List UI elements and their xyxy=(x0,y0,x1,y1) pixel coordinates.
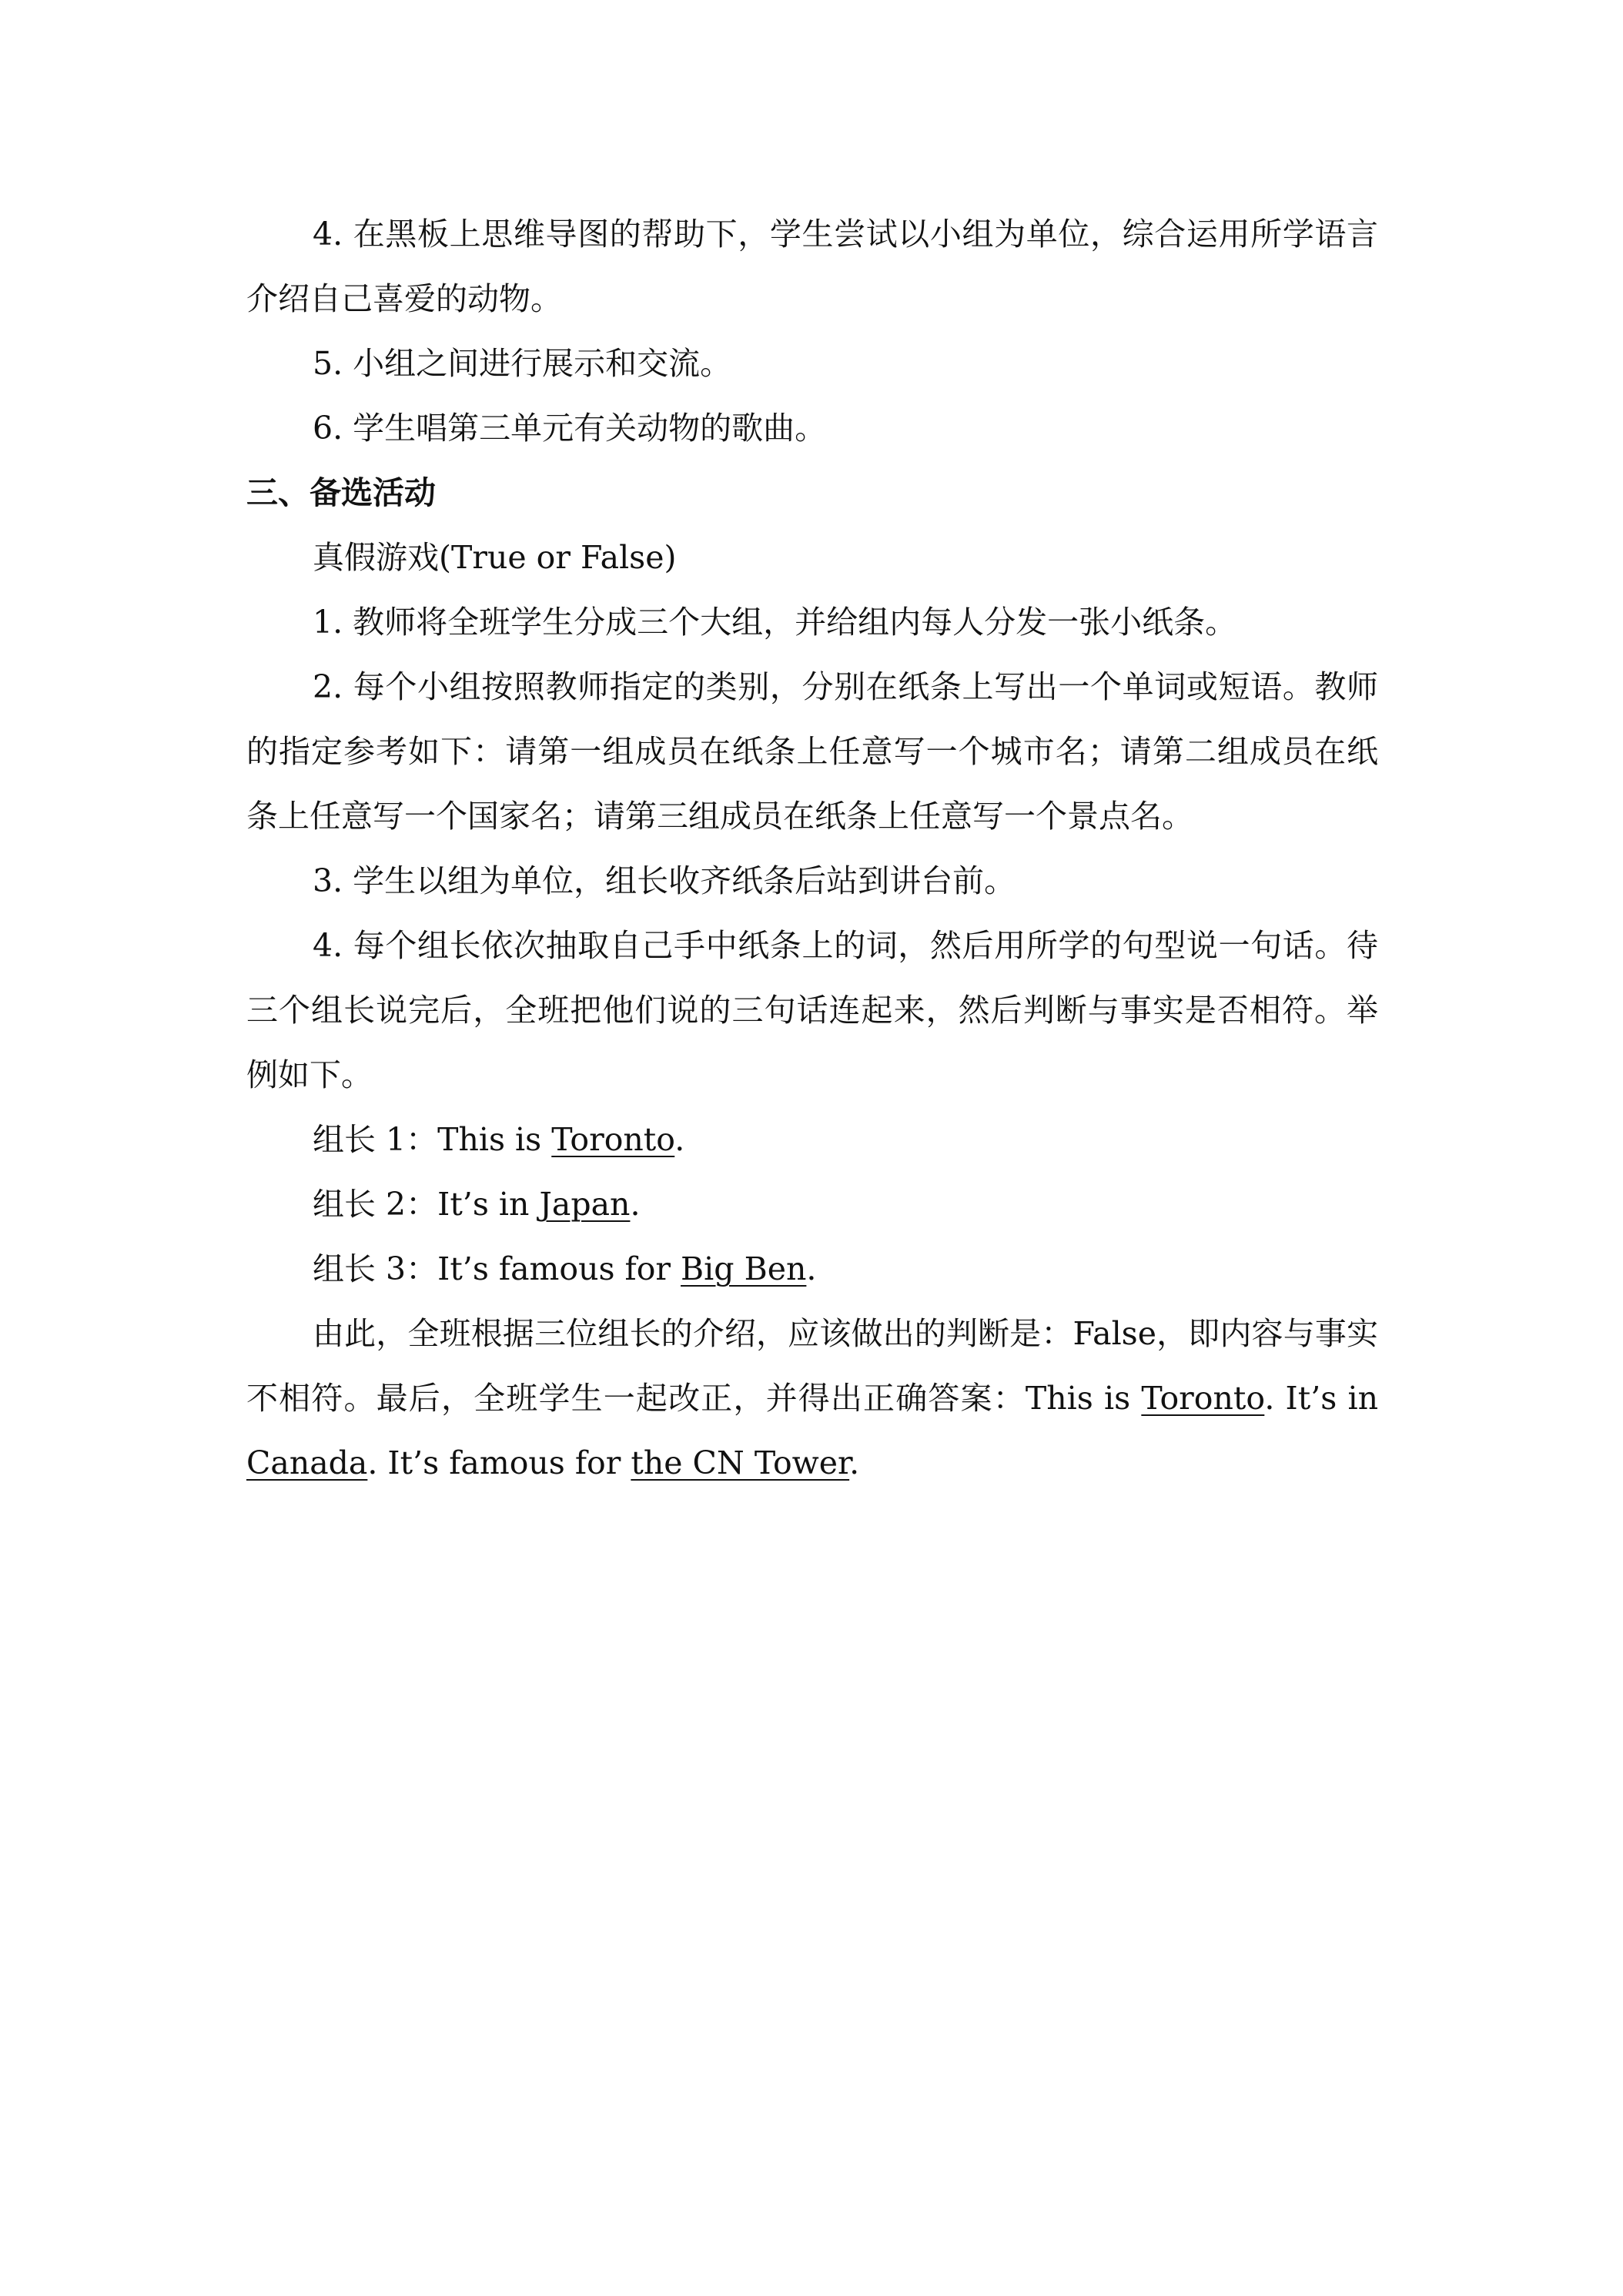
activity-step-2: 2. 每个小组按照教师指定的类别，分别在纸条上写出一个单词或短语。教师的指定参考如下：请第一组成员在纸条上任意写一个城市名；请第二组成员在纸条上任意写一个国家名；请第三组成员在纸条上任意写一个景点名。 xyxy=(246,668,1378,835)
example-leader-1-suffix: . xyxy=(674,1121,685,1158)
paragraph-step-5-presentation: 5. 小组之间进行展示和交流。 xyxy=(313,345,732,382)
conclusion-text-4: . xyxy=(849,1444,860,1481)
paragraph-step-4-mindmap: 4. 在黑板上思维导图的帮助下，学生尝试以小组为单位，综合运用所学语言介绍自己喜爱的动物。 xyxy=(246,216,1378,317)
conclusion-city-underlined: Toronto xyxy=(1141,1380,1265,1417)
section-heading-optional-activity: 三、备选活动 xyxy=(246,474,436,511)
example-leader-1-prefix: 组长 1：This is xyxy=(313,1121,552,1158)
example-country-underlined: Japan xyxy=(539,1186,631,1223)
conclusion-text-2: . It’s in xyxy=(1264,1380,1378,1417)
conclusion-country-underlined: Canada xyxy=(246,1444,368,1481)
conclusion-landmark-underlined: the CN Tower xyxy=(631,1444,850,1481)
example-leader-2-suffix: . xyxy=(630,1186,641,1223)
conclusion-text-3: . It’s famous for xyxy=(367,1444,631,1481)
example-leader-3 xyxy=(246,1237,1378,1301)
example-leader-2 xyxy=(246,1172,1378,1237)
conclusion-text-1: 由此，全班根据三位组长的介绍，应该做出的判断是：False，即内容与事实不相符。最后，全班学生一起改正，并得出正确答案：This is xyxy=(246,1315,1378,1417)
example-leader-2-prefix: 组长 2：It’s in xyxy=(313,1186,540,1223)
example-leader-3-prefix: 组长 3：It’s famous for xyxy=(313,1250,681,1287)
activity-step-4: 4. 每个组长依次抽取自己手中纸条上的词，然后用所学的句型说一句话。待三个组长说完后，全班把他们说的三句话连起来，然后判断与事实是否相符。举例如下。 xyxy=(246,927,1378,1093)
example-leader-3-suffix: . xyxy=(806,1250,817,1287)
activity-step-3: 3. 学生以组为单位，组长收齐纸条后站到讲台前。 xyxy=(313,862,1016,899)
paragraph-step-6-song: 6. 学生唱第三单元有关动物的歌曲。 xyxy=(313,410,827,447)
conclusion-paragraph xyxy=(246,1301,1378,1495)
activity-title: 真假游戏(True or False) xyxy=(313,539,677,576)
document-body xyxy=(246,202,1378,1495)
example-city-underlined: Toronto xyxy=(551,1121,675,1158)
example-leader-1 xyxy=(246,1107,1378,1172)
activity-step-1: 1. 教师将全班学生分成三个大组，并给组内每人分发一张小纸条。 xyxy=(313,604,1237,641)
example-landmark-underlined: Big Ben xyxy=(681,1250,807,1287)
